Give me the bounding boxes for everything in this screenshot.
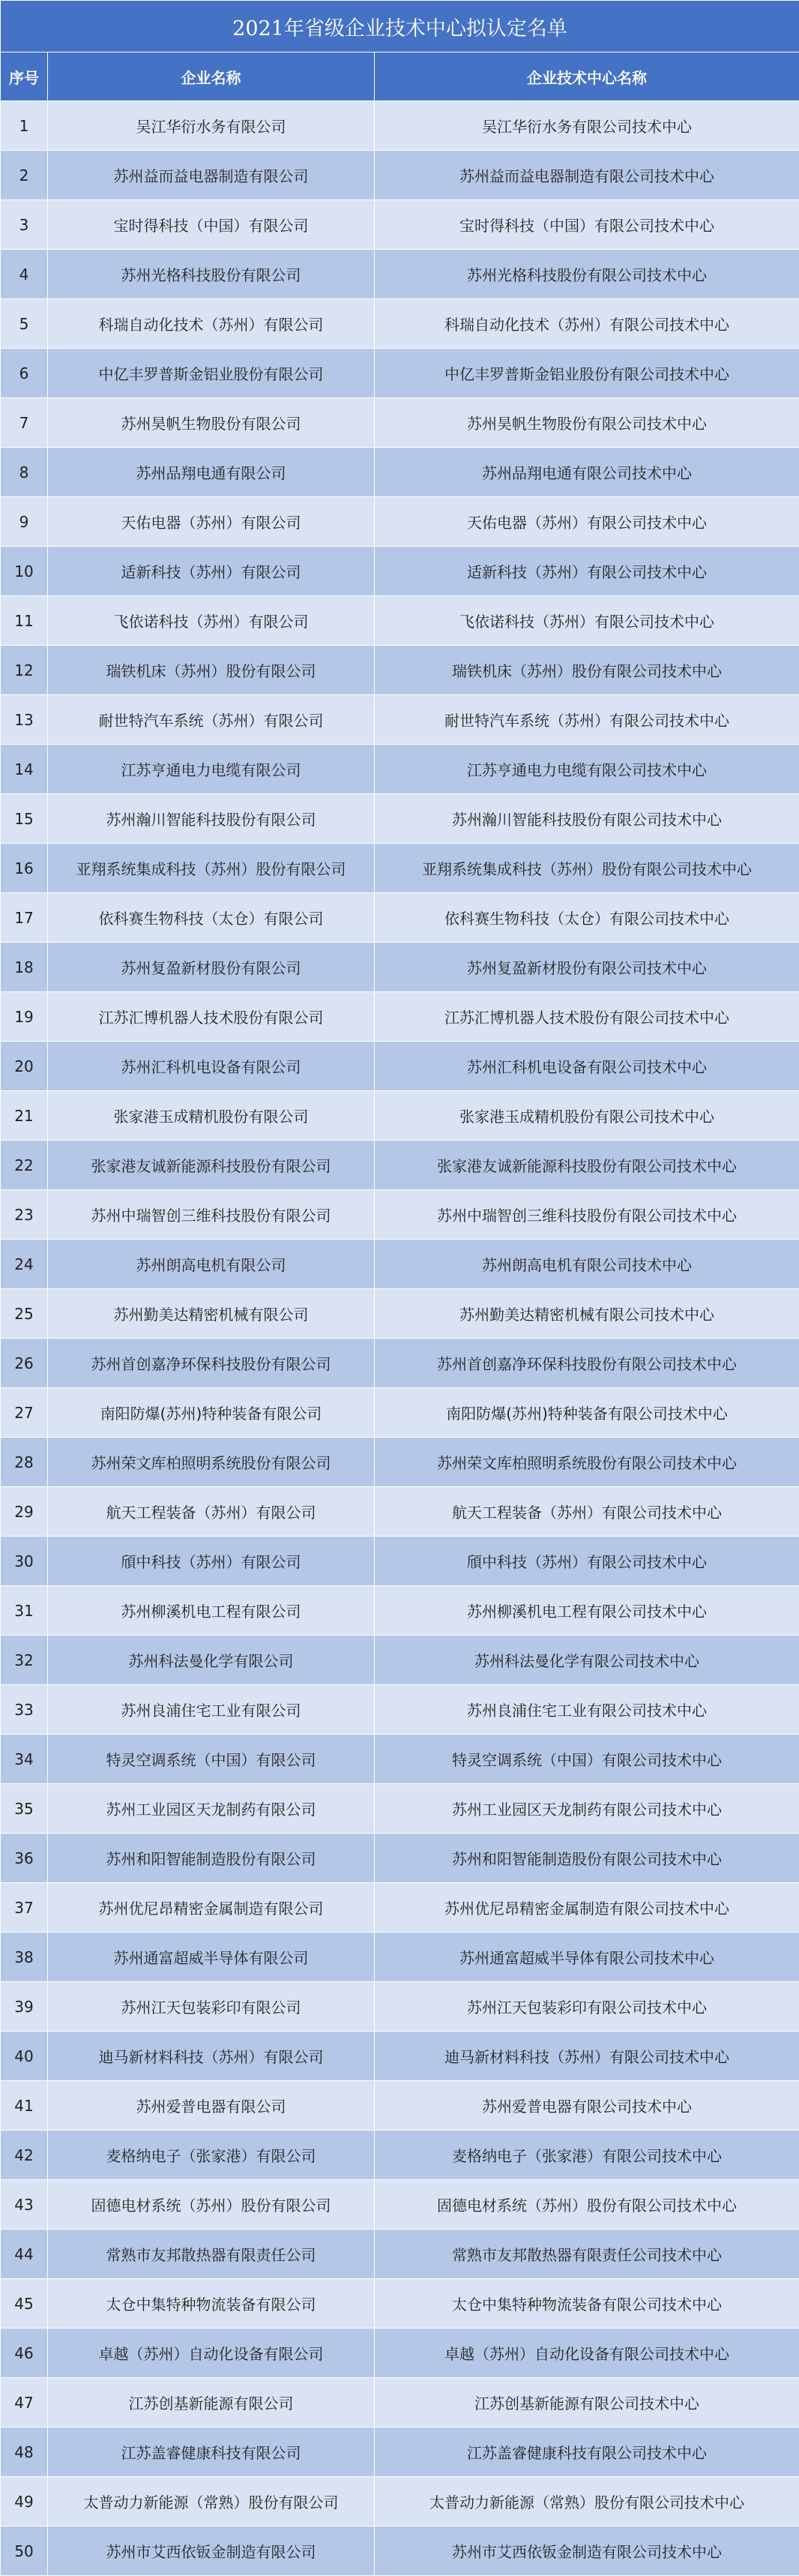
row-number: 49 bbox=[1, 2477, 48, 2527]
company-name-cell: 苏州首创嘉净环保科技股份有限公司 bbox=[48, 1339, 375, 1388]
company-name-cell: 耐世特汽车系统（苏州）有限公司 bbox=[48, 695, 375, 745]
row-number: 5 bbox=[1, 299, 48, 349]
table-row bbox=[1, 992, 799, 1042]
table-row bbox=[1, 2527, 799, 2576]
company-name-cell: 江苏汇博机器人技术股份有限公司 bbox=[48, 992, 375, 1042]
table-row bbox=[1, 2131, 799, 2180]
company-name-cell: 江苏亨通电力电缆有限公司 bbox=[48, 745, 375, 794]
tech-center-name-cell: 苏州品翔电通有限公司技术中心 bbox=[375, 448, 799, 497]
row-number: 26 bbox=[1, 1339, 48, 1388]
row-number: 11 bbox=[1, 596, 48, 646]
tech-center-name-cell: 苏州中瑞智创三维科技股份有限公司技术中心 bbox=[375, 1190, 799, 1240]
tech-center-name-cell: 科瑞自动化技术（苏州）有限公司技术中心 bbox=[375, 299, 799, 349]
tech-center-name-cell: 常熟市友邦散热器有限责任公司技术中心 bbox=[375, 2230, 799, 2279]
row-number: 34 bbox=[1, 1735, 48, 1784]
row-number: 25 bbox=[1, 1289, 48, 1339]
company-name-cell: 苏州通富超威半导体有限公司 bbox=[48, 1933, 375, 1982]
row-number: 1 bbox=[1, 101, 48, 151]
table-row bbox=[1, 1289, 799, 1339]
table-body bbox=[1, 101, 799, 2576]
tech-center-name-cell: 苏州良浦住宅工业有限公司技术中心 bbox=[375, 1685, 799, 1735]
company-name-cell: 江苏创基新能源有限公司 bbox=[48, 2378, 375, 2428]
tech-center-name-cell: 吴江华衍水务有限公司技术中心 bbox=[375, 101, 799, 151]
company-name-cell: 迪马新材料科技（苏州）有限公司 bbox=[48, 2032, 375, 2081]
tech-center-name-cell: 苏州工业园区天龙制药有限公司技术中心 bbox=[375, 1784, 799, 1834]
row-number: 23 bbox=[1, 1190, 48, 1240]
tech-center-name-cell: 卓越（苏州）自动化设备有限公司技术中心 bbox=[375, 2329, 799, 2378]
row-number: 15 bbox=[1, 794, 48, 844]
company-name-cell: 卓越（苏州）自动化设备有限公司 bbox=[48, 2329, 375, 2378]
table-row bbox=[1, 497, 799, 547]
row-number: 29 bbox=[1, 1487, 48, 1537]
company-name-cell: 苏州优尼昂精密金属制造有限公司 bbox=[48, 1883, 375, 1933]
company-name-cell: 頎中科技（苏州）有限公司 bbox=[48, 1537, 375, 1586]
tech-center-name-cell: 天佑电器（苏州）有限公司技术中心 bbox=[375, 497, 799, 547]
table-row bbox=[1, 101, 799, 151]
company-name-cell: 苏州勤美达精密机械有限公司 bbox=[48, 1289, 375, 1339]
row-number: 43 bbox=[1, 2180, 48, 2230]
table-row bbox=[1, 1735, 799, 1784]
tech-center-name-cell: 苏州首创嘉净环保科技股份有限公司技术中心 bbox=[375, 1339, 799, 1388]
company-name-cell: 苏州爱普电器有限公司 bbox=[48, 2081, 375, 2131]
company-name-cell: 航天工程装备（苏州）有限公司 bbox=[48, 1487, 375, 1537]
company-name-cell: 苏州复盈新材股份有限公司 bbox=[48, 943, 375, 992]
tech-center-name-cell: 张家港玉成精机股份有限公司技术中心 bbox=[375, 1091, 799, 1141]
row-number: 18 bbox=[1, 943, 48, 992]
tech-center-name-cell: 麦格纳电子（张家港）有限公司技术中心 bbox=[375, 2131, 799, 2180]
table-row bbox=[1, 2477, 799, 2527]
company-name-cell: 麦格纳电子（张家港）有限公司 bbox=[48, 2131, 375, 2180]
tech-center-name-cell: 迪马新材料科技（苏州）有限公司技术中心 bbox=[375, 2032, 799, 2081]
row-number: 45 bbox=[1, 2279, 48, 2329]
tech-center-name-cell: 瑞铁机床（苏州）股份有限公司技术中心 bbox=[375, 646, 799, 695]
row-number: 46 bbox=[1, 2329, 48, 2378]
row-number: 37 bbox=[1, 1883, 48, 1933]
company-name-cell: 南阳防爆(苏州)特种装备有限公司 bbox=[48, 1388, 375, 1438]
company-name-cell: 亚翔系统集成科技（苏州）股份有限公司 bbox=[48, 844, 375, 893]
table-row bbox=[1, 1784, 799, 1834]
row-number: 50 bbox=[1, 2527, 48, 2576]
tech-center-name-cell: 苏州爱普电器有限公司技术中心 bbox=[375, 2081, 799, 2131]
row-number: 40 bbox=[1, 2032, 48, 2081]
row-number: 16 bbox=[1, 844, 48, 893]
table-row bbox=[1, 1388, 799, 1438]
table-row bbox=[1, 1883, 799, 1933]
table-row bbox=[1, 1834, 799, 1883]
tech-center-name-cell: 苏州科法曼化学有限公司技术中心 bbox=[375, 1636, 799, 1685]
header-company: 企业名称 bbox=[48, 52, 375, 101]
table-row bbox=[1, 844, 799, 893]
company-name-cell: 固德电材系统（苏州）股份有限公司 bbox=[48, 2180, 375, 2230]
tech-center-name-cell: 苏州光格科技股份有限公司技术中心 bbox=[375, 250, 799, 299]
company-name-cell: 苏州和阳智能制造股份有限公司 bbox=[48, 1834, 375, 1883]
row-number: 32 bbox=[1, 1636, 48, 1685]
tech-center-name-cell: 亚翔系统集成科技（苏州）股份有限公司技术中心 bbox=[375, 844, 799, 893]
company-name-cell: 常熟市友邦散热器有限责任公司 bbox=[48, 2230, 375, 2279]
company-name-cell: 苏州中瑞智创三维科技股份有限公司 bbox=[48, 1190, 375, 1240]
tech-center-name-cell: 苏州和阳智能制造股份有限公司技术中心 bbox=[375, 1834, 799, 1883]
tech-center-name-cell: 飞依诺科技（苏州）有限公司技术中心 bbox=[375, 596, 799, 646]
table-row bbox=[1, 299, 799, 349]
tech-center-name-cell: 苏州汇科机电设备有限公司技术中心 bbox=[375, 1042, 799, 1091]
tech-center-name-cell: 苏州复盈新材股份有限公司技术中心 bbox=[375, 943, 799, 992]
company-name-cell: 苏州柳溪机电工程有限公司 bbox=[48, 1586, 375, 1636]
company-name-cell: 苏州汇科机电设备有限公司 bbox=[48, 1042, 375, 1091]
table-row bbox=[1, 250, 799, 299]
company-name-cell: 科瑞自动化技术（苏州）有限公司 bbox=[48, 299, 375, 349]
header-seq: 序号 bbox=[1, 52, 48, 101]
tech-center-name-cell: 頎中科技（苏州）有限公司技术中心 bbox=[375, 1537, 799, 1586]
table-row bbox=[1, 398, 799, 448]
tech-center-name-cell: 特灵空调系统（中国）有限公司技术中心 bbox=[375, 1735, 799, 1784]
table-row bbox=[1, 794, 799, 844]
tech-center-name-cell: 耐世特汽车系统（苏州）有限公司技术中心 bbox=[375, 695, 799, 745]
table-row bbox=[1, 1240, 799, 1289]
company-name-cell: 苏州江天包装彩印有限公司 bbox=[48, 1982, 375, 2032]
row-number: 31 bbox=[1, 1586, 48, 1636]
company-name-cell: 苏州昊帆生物股份有限公司 bbox=[48, 398, 375, 448]
table-row bbox=[1, 943, 799, 992]
row-number: 33 bbox=[1, 1685, 48, 1735]
tech-center-name-cell: 依科赛生物科技（太仓）有限公司技术中心 bbox=[375, 893, 799, 943]
company-name-cell: 依科赛生物科技（太仓）有限公司 bbox=[48, 893, 375, 943]
row-number: 41 bbox=[1, 2081, 48, 2131]
table-row bbox=[1, 1141, 799, 1190]
tech-center-name-cell: 苏州荣文库柏照明系统股份有限公司技术中心 bbox=[375, 1438, 799, 1487]
row-number: 24 bbox=[1, 1240, 48, 1289]
tech-center-name-cell: 苏州昊帆生物股份有限公司技术中心 bbox=[375, 398, 799, 448]
header-center: 企业技术中心名称 bbox=[375, 52, 799, 101]
table-row bbox=[1, 1636, 799, 1685]
table-row bbox=[1, 2081, 799, 2131]
company-name-cell: 太仓中集特种物流装备有限公司 bbox=[48, 2279, 375, 2329]
tech-center-name-cell: 中亿丰罗普斯金铝业股份有限公司技术中心 bbox=[375, 349, 799, 398]
tech-center-name-cell: 南阳防爆(苏州)特种装备有限公司技术中心 bbox=[375, 1388, 799, 1438]
company-name-cell: 适新科技（苏州）有限公司 bbox=[48, 547, 375, 596]
table-row bbox=[1, 2180, 799, 2230]
tech-center-name-cell: 江苏亨通电力电缆有限公司技术中心 bbox=[375, 745, 799, 794]
company-name-cell: 中亿丰罗普斯金铝业股份有限公司 bbox=[48, 349, 375, 398]
row-number: 48 bbox=[1, 2428, 48, 2477]
tech-center-name-cell: 适新科技（苏州）有限公司技术中心 bbox=[375, 547, 799, 596]
company-name-cell: 苏州市艾西依钣金制造有限公司 bbox=[48, 2527, 375, 2576]
tech-center-name-cell: 苏州优尼昂精密金属制造有限公司技术中心 bbox=[375, 1883, 799, 1933]
company-name-cell: 张家港友诚新能源科技股份有限公司 bbox=[48, 1141, 375, 1190]
row-number: 38 bbox=[1, 1933, 48, 1982]
row-number: 39 bbox=[1, 1982, 48, 2032]
table-row bbox=[1, 1091, 799, 1141]
company-name-cell: 飞依诺科技（苏州）有限公司 bbox=[48, 596, 375, 646]
row-number: 17 bbox=[1, 893, 48, 943]
company-name-cell: 苏州瀚川智能科技股份有限公司 bbox=[48, 794, 375, 844]
table-row bbox=[1, 1339, 799, 1388]
table-row bbox=[1, 349, 799, 398]
table-row bbox=[1, 2032, 799, 2081]
company-name-cell: 瑞铁机床（苏州）股份有限公司 bbox=[48, 646, 375, 695]
company-name-cell: 苏州荣文库柏照明系统股份有限公司 bbox=[48, 1438, 375, 1487]
tech-center-name-cell: 太仓中集特种物流装备有限公司技术中心 bbox=[375, 2279, 799, 2329]
table-row bbox=[1, 2279, 799, 2329]
company-name-cell: 苏州工业园区天龙制药有限公司 bbox=[48, 1784, 375, 1834]
row-number: 6 bbox=[1, 349, 48, 398]
tech-center-name-cell: 苏州勤美达精密机械有限公司技术中心 bbox=[375, 1289, 799, 1339]
table-row bbox=[1, 646, 799, 695]
row-number: 12 bbox=[1, 646, 48, 695]
tech-center-name-cell: 江苏创基新能源有限公司技术中心 bbox=[375, 2378, 799, 2428]
table-row bbox=[1, 2428, 799, 2477]
table-row bbox=[1, 1190, 799, 1240]
table-row bbox=[1, 1438, 799, 1487]
table-row bbox=[1, 1586, 799, 1636]
table-row bbox=[1, 448, 799, 497]
table-row bbox=[1, 1537, 799, 1586]
row-number: 14 bbox=[1, 745, 48, 794]
company-name-cell: 特灵空调系统（中国）有限公司 bbox=[48, 1735, 375, 1784]
table-row bbox=[1, 745, 799, 794]
row-number: 10 bbox=[1, 547, 48, 596]
table-row bbox=[1, 547, 799, 596]
row-number: 35 bbox=[1, 1784, 48, 1834]
tech-center-name-cell: 宝时得科技（中国）有限公司技术中心 bbox=[375, 200, 799, 250]
company-name-cell: 苏州朗高电机有限公司 bbox=[48, 1240, 375, 1289]
table-row bbox=[1, 2329, 799, 2378]
table-row bbox=[1, 1685, 799, 1735]
company-name-cell: 宝时得科技（中国）有限公司 bbox=[48, 200, 375, 250]
row-number: 4 bbox=[1, 250, 48, 299]
row-number: 47 bbox=[1, 2378, 48, 2428]
tech-center-name-cell: 苏州益而益电器制造有限公司技术中心 bbox=[375, 151, 799, 200]
table-row bbox=[1, 695, 799, 745]
tech-center-name-cell: 苏州柳溪机电工程有限公司技术中心 bbox=[375, 1586, 799, 1636]
table-row bbox=[1, 893, 799, 943]
row-number: 28 bbox=[1, 1438, 48, 1487]
table-title: 2021年省级企业技术中心拟认定名单 bbox=[1, 1, 799, 52]
tech-center-name-cell: 固德电材系统（苏州）股份有限公司技术中心 bbox=[375, 2180, 799, 2230]
table-row bbox=[1, 1982, 799, 2032]
company-name-cell: 苏州良浦住宅工业有限公司 bbox=[48, 1685, 375, 1735]
row-number: 42 bbox=[1, 2131, 48, 2180]
row-number: 22 bbox=[1, 1141, 48, 1190]
row-number: 2 bbox=[1, 151, 48, 200]
tech-center-name-cell: 江苏汇博机器人技术股份有限公司技术中心 bbox=[375, 992, 799, 1042]
company-name-cell: 苏州科法曼化学有限公司 bbox=[48, 1636, 375, 1685]
table-row bbox=[1, 2230, 799, 2279]
row-number: 21 bbox=[1, 1091, 48, 1141]
company-name-cell: 苏州益而益电器制造有限公司 bbox=[48, 151, 375, 200]
row-number: 30 bbox=[1, 1537, 48, 1586]
row-number: 19 bbox=[1, 992, 48, 1042]
tech-center-name-cell: 航天工程装备（苏州）有限公司技术中心 bbox=[375, 1487, 799, 1537]
table-row bbox=[1, 596, 799, 646]
company-name-cell: 天佑电器（苏州）有限公司 bbox=[48, 497, 375, 547]
table-row bbox=[1, 1933, 799, 1982]
tech-center-name-cell: 太普动力新能源（常熟）股份有限公司技术中心 bbox=[375, 2477, 799, 2527]
tech-center-name-cell: 江苏盖睿健康科技有限公司技术中心 bbox=[375, 2428, 799, 2477]
row-number: 8 bbox=[1, 448, 48, 497]
row-number: 27 bbox=[1, 1388, 48, 1438]
company-name-cell: 苏州品翔电通有限公司 bbox=[48, 448, 375, 497]
row-number: 13 bbox=[1, 695, 48, 745]
company-name-cell: 吴江华衍水务有限公司 bbox=[48, 101, 375, 151]
tech-center-name-cell: 苏州江天包装彩印有限公司技术中心 bbox=[375, 1982, 799, 2032]
row-number: 44 bbox=[1, 2230, 48, 2279]
tech-center-name-cell: 苏州瀚川智能科技股份有限公司技术中心 bbox=[375, 794, 799, 844]
company-name-cell: 太普动力新能源（常熟）股份有限公司 bbox=[48, 2477, 375, 2527]
row-number: 36 bbox=[1, 1834, 48, 1883]
tech-center-name-cell: 苏州市艾西依钣金制造有限公司技术中心 bbox=[375, 2527, 799, 2576]
table-row bbox=[1, 1487, 799, 1537]
tech-center-name-cell: 张家港友诚新能源科技股份有限公司技术中心 bbox=[375, 1141, 799, 1190]
tech-center-name-cell: 苏州朗高电机有限公司技术中心 bbox=[375, 1240, 799, 1289]
table-row bbox=[1, 2378, 799, 2428]
table-row bbox=[1, 200, 799, 250]
tech-center-name-cell: 苏州通富超威半导体有限公司技术中心 bbox=[375, 1933, 799, 1982]
row-number: 7 bbox=[1, 398, 48, 448]
row-number: 20 bbox=[1, 1042, 48, 1091]
table-row bbox=[1, 1042, 799, 1091]
row-number: 3 bbox=[1, 200, 48, 250]
table-row bbox=[1, 151, 799, 200]
company-name-cell: 江苏盖睿健康科技有限公司 bbox=[48, 2428, 375, 2477]
company-name-cell: 张家港玉成精机股份有限公司 bbox=[48, 1091, 375, 1141]
row-number: 9 bbox=[1, 497, 48, 547]
company-name-cell: 苏州光格科技股份有限公司 bbox=[48, 250, 375, 299]
